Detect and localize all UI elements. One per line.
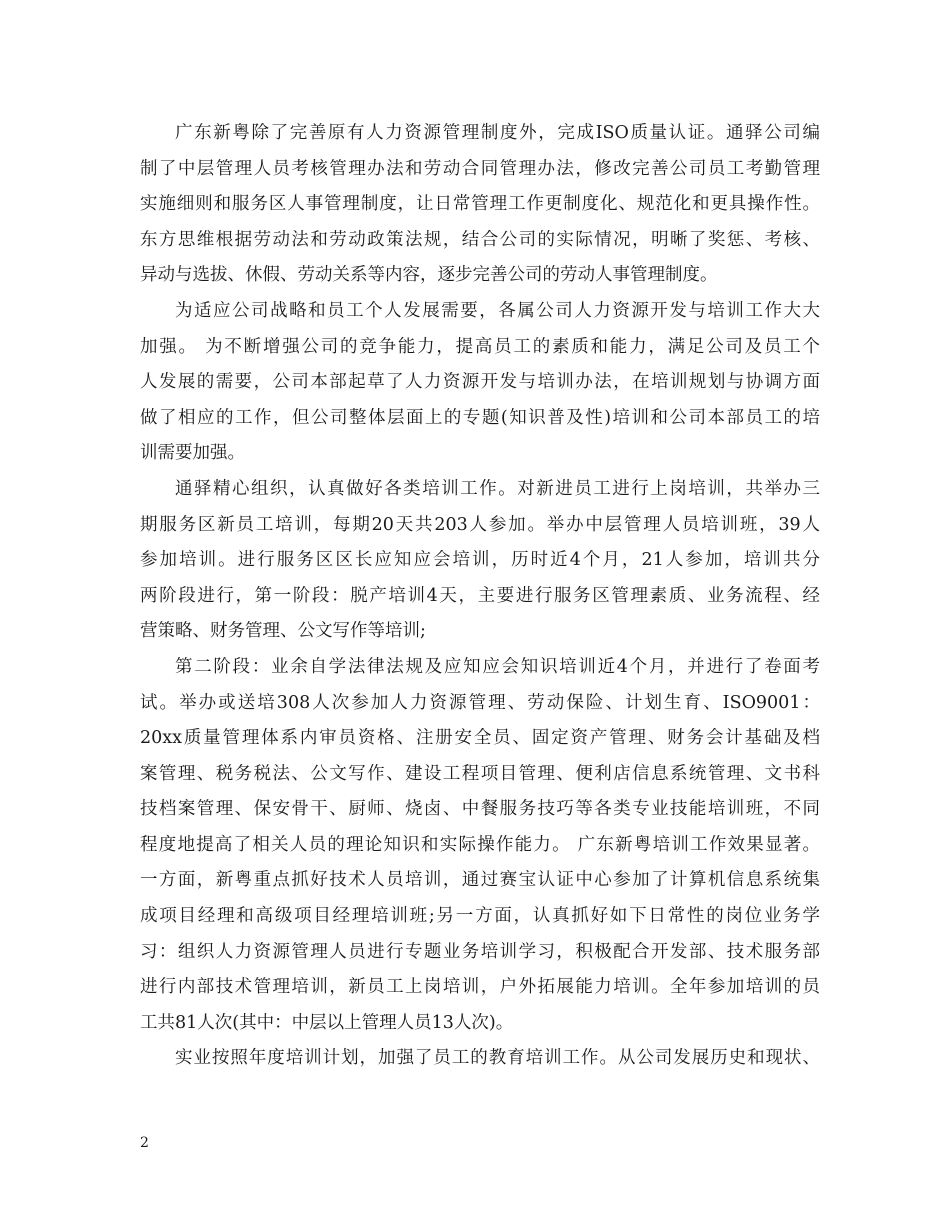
paragraph-2 bbox=[140, 294, 820, 472]
text-line: 两阶段进行，第一阶段：脱产培训4天，主要进行服务区管理素质、业务流程、经 bbox=[140, 585, 820, 606]
text-line: 期服务区新员工培训，每期20天共203人参加。举办中层管理人员培训班，39人 bbox=[140, 514, 820, 535]
text-line: 训需要加强。 bbox=[140, 443, 245, 464]
text-line: 异动与选拔、休假、劳动关系等内容，逐步完善公司的劳动人事管理制度。 bbox=[140, 265, 718, 286]
text-line: 程度地提高了相关人员的理论知识和实际操作能力。 广东新粤培训工作效果显著。 bbox=[140, 834, 820, 855]
text-line: 通驿精心组织，认真做好各类培训工作。对新进员工进行上岗培训，共举办三 bbox=[175, 478, 820, 499]
text-line: 参加培训。进行服务区区长应知应会培训，历时近4个月，21人参加，培训共分 bbox=[140, 550, 820, 571]
text-line: 广东新粤除了完善原有人力资源管理制度外，完成ISO质量认证。通驿公司编 bbox=[175, 123, 820, 143]
text-line: 营策略、财务管理、公文写作等培训; bbox=[140, 621, 426, 642]
document-body bbox=[140, 116, 820, 1077]
text-line: 习：组织人力资源管理人员进行专题业务培训学习，积极配合开发部、技术服务部 bbox=[140, 941, 820, 962]
text-line: 实业按照年度培训计划，加强了员工的教育培训工作。从公司发展历史和现状、 bbox=[175, 1048, 820, 1069]
text-line: 技档案管理、保安骨干、厨师、烧卤、中餐服务技巧等各类专业技能培训班，不同 bbox=[140, 799, 820, 820]
text-line: 东方思维根据劳动法和劳动政策法规，结合公司的实际情况，明晰了奖惩、考核、 bbox=[140, 229, 820, 250]
page-number: 2 bbox=[140, 1135, 149, 1151]
paragraph-1 bbox=[140, 116, 820, 294]
text-line: 一方面，新粤重点抓好技术人员培训，通过赛宝认证中心参加了计算机信息系统集 bbox=[140, 870, 820, 891]
text-line: 工共81人次(其中：中层以上管理人员13人次)。 bbox=[140, 1012, 514, 1033]
text-line: 案管理、税务税法、公文写作、建设工程项目管理、便利店信息系统管理、文书科 bbox=[140, 763, 820, 784]
text-line: 制了中层管理人员考核管理办法和劳动合同管理办法，修改完善公司员工考勤管理 bbox=[140, 158, 820, 179]
text-line: 第二阶段：业余自学法律法规及应知应会知识培训近4个月，并进行了卷面考 bbox=[175, 656, 820, 677]
paragraph-5 bbox=[140, 1041, 820, 1077]
paragraph-4 bbox=[140, 650, 820, 1042]
text-line: 20xx质量管理体系内审员资格、注册安全员、固定资产管理、财务会计基础及档 bbox=[140, 728, 820, 749]
text-line: 加强。 为不断增强公司的竞争能力，提高员工的素质和能力，满足公司及员工个 bbox=[140, 336, 820, 357]
text-line: 进行内部技术管理培训，新员工上岗培训，户外拓展能力培训。全年参加培训的员 bbox=[140, 977, 820, 998]
text-line: 试。举办或送培308人次参加人力资源管理、劳动保险、计划生育、ISO9001： bbox=[140, 692, 820, 713]
text-line: 做了相应的工作，但公司整体层面上的专题(知识普及性)培训和公司本部员工的培 bbox=[140, 407, 820, 428]
text-line: 成项目经理和高级项目经理培训班;另一方面，认真抓好如下日常性的岗位业务学 bbox=[140, 906, 820, 927]
paragraph-3 bbox=[140, 472, 820, 650]
text-line: 人发展的需要，公司本部起草了人力资源开发与培训办法，在培训规划与协调方面 bbox=[140, 372, 820, 393]
text-line: 实施细则和服务区人事管理制度，让日常管理工作更制度化、规范化和更具操作性。 bbox=[140, 194, 820, 215]
text-line: 为适应公司战略和员工个人发展需要，各属公司人力资源开发与培训工作大大 bbox=[175, 300, 820, 321]
